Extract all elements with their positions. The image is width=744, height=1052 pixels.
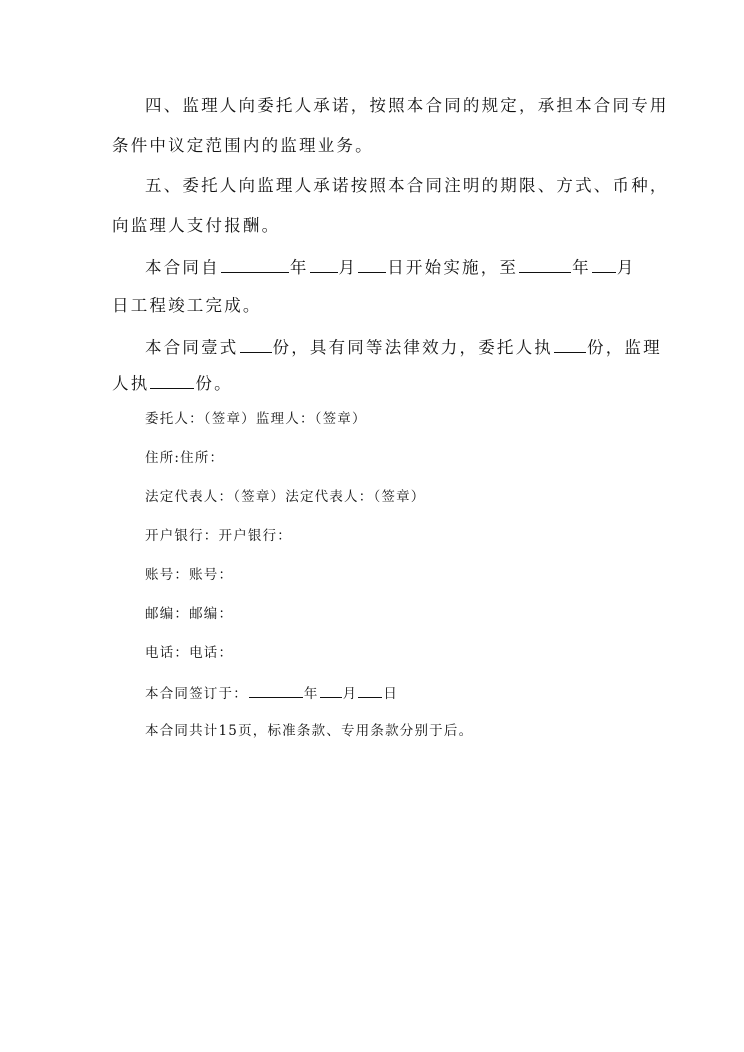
end-year-blank xyxy=(519,254,571,273)
copies-text-1: 本合同壹式 xyxy=(145,338,239,357)
term-text-end-month: 月 xyxy=(616,258,636,277)
bank-row: 开户银行：开户银行： xyxy=(145,528,292,544)
account-row: 账号：账号： xyxy=(145,567,234,583)
address-row: 住所:住所： xyxy=(145,450,225,466)
contract-term-line-2: 日工程竣工完成。 xyxy=(112,296,262,315)
start-day-blank xyxy=(358,257,386,273)
signing-date-row xyxy=(145,682,398,704)
term-text-month: 月 xyxy=(338,258,358,277)
copies-line-1 xyxy=(145,334,662,360)
legal-representative-row: 法定代表人：（签章）法定代表人：（签章） xyxy=(145,489,426,505)
clause-five-line-2: 向监理人支付报酬。 xyxy=(112,216,281,235)
signing-date-label: 本合同签订于： xyxy=(145,686,248,702)
clause-four-line-2: 条件中议定范围内的监理业务。 xyxy=(112,136,374,155)
copies-text-2: 份，具有同等法律效力，委托人执 xyxy=(272,338,553,357)
postcode-row: 邮编：邮编： xyxy=(145,606,234,622)
clause-four-line-1: 四、监理人向委托人承诺，按照本合同的规定，承担本合同专用 xyxy=(145,96,669,115)
signing-month-blank xyxy=(320,682,342,698)
supervisor-copies-blank xyxy=(150,370,194,389)
term-text-year: 年 xyxy=(289,258,309,277)
contract-term-line-1 xyxy=(145,254,636,280)
term-text-from: 本合同自 xyxy=(145,258,220,277)
signing-year-text: 年 xyxy=(303,686,319,702)
page-count-note: 本合同共计15页，标准条款、专用条款分别于后。 xyxy=(145,723,474,739)
copies-text-3: 份，监理 xyxy=(587,338,662,357)
phone-row: 电话：电话： xyxy=(145,645,234,661)
client-copies-blank xyxy=(554,334,586,353)
end-month-blank xyxy=(592,257,616,273)
signing-day-blank xyxy=(358,682,382,698)
signing-month-text: 月 xyxy=(342,686,358,702)
term-text-end-year: 年 xyxy=(572,258,591,277)
start-month-blank xyxy=(310,257,338,273)
signature-parties: 委托人：（签章）监理人：（签章） xyxy=(145,411,367,427)
clause-five-line-1: 五、委托人向监理人承诺按照本合同注明的期限、方式、币种， xyxy=(145,176,669,195)
copies-text-5: 份。 xyxy=(195,374,233,393)
total-copies-blank xyxy=(240,334,272,353)
start-year-blank xyxy=(221,254,289,273)
signing-day-text: 日 xyxy=(383,686,399,702)
term-text-to: 日开始实施，至 xyxy=(387,258,519,277)
copies-text-4: 人执 xyxy=(112,374,150,393)
copies-line-2 xyxy=(112,370,233,396)
signing-year-blank xyxy=(249,682,303,698)
